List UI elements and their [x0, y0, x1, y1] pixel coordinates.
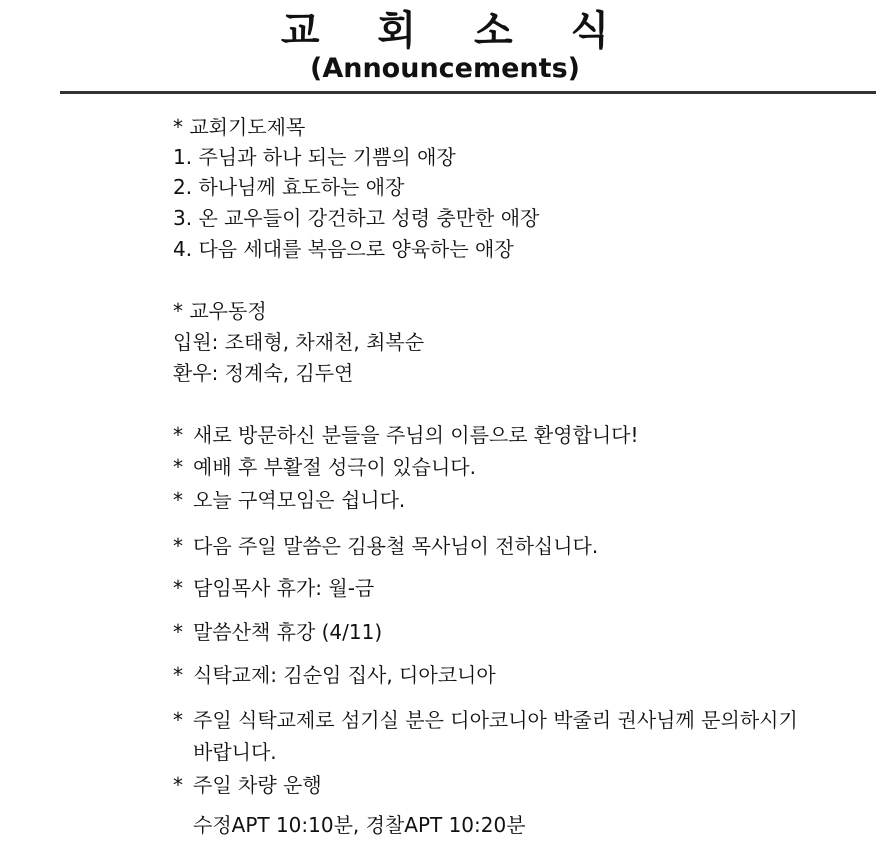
notice-text: 다음 주일 말씀은 김용철 목사님이 전하십니다. — [193, 534, 599, 558]
bullet: * — [173, 773, 183, 797]
bullet: * — [173, 423, 183, 447]
bullet: * — [173, 534, 183, 558]
members-ill: 환우: 정계숙, 김두연 — [173, 361, 354, 385]
members-heading: * 교우동정 — [173, 299, 267, 323]
notice-item — [173, 617, 382, 647]
title-divider — [60, 91, 876, 94]
notice-item — [173, 705, 798, 735]
bullet: * — [173, 488, 183, 512]
notice-text: 주일 식탁교제로 섬기실 분은 디아코니아 박줄리 권사님께 문의하시기 — [193, 708, 798, 732]
notice-item — [173, 420, 639, 450]
bullet: * — [173, 620, 183, 644]
notice-text: 새로 방문하신 분들을 주님의 이름으로 환영합니다! — [193, 423, 639, 447]
page-title: 교 회 소 식 — [280, 8, 632, 54]
bullet: * — [173, 455, 183, 479]
notice-text: 예배 후 부활절 성극이 있습니다. — [193, 455, 476, 479]
notice-text: 식탁교제: 김순임 집사, 디아코니아 — [193, 663, 496, 687]
bullet: * — [173, 576, 183, 600]
notice-item — [173, 531, 598, 561]
bullet: * — [173, 663, 183, 687]
notice-item — [173, 452, 476, 482]
notice-continuation: 수정APT 10:10분, 경찰APT 10:20분 — [193, 813, 526, 837]
notice-text: 말씀산책 휴강 (4/11) — [193, 620, 383, 644]
prayer-heading: * 교회기도제목 — [173, 115, 306, 139]
notice-text: 오늘 구역모임은 쉽니다. — [193, 488, 406, 512]
notice-text: 담임목사 휴가: 월-금 — [193, 576, 375, 600]
page-subtitle: (Announcements) — [310, 53, 580, 84]
bullet: * — [173, 708, 183, 732]
prayer-item: 1. 주님과 하나 되는 기쁨의 애장 — [173, 145, 456, 169]
notice-item — [173, 573, 374, 603]
prayer-item: 4. 다음 세대를 복음으로 양육하는 애장 — [173, 237, 514, 261]
notice-item — [173, 660, 496, 690]
notice-continuation: 바랍니다. — [193, 740, 277, 764]
notice-item — [173, 485, 405, 515]
notice-text: 주일 차량 운행 — [193, 773, 322, 797]
notice-item — [173, 770, 322, 800]
prayer-item: 2. 하나님께 효도하는 애장 — [173, 175, 405, 199]
members-hospitalized: 입원: 조태형, 차재천, 최복순 — [173, 330, 425, 354]
prayer-item: 3. 온 교우들이 강건하고 성령 충만한 애장 — [173, 206, 540, 230]
